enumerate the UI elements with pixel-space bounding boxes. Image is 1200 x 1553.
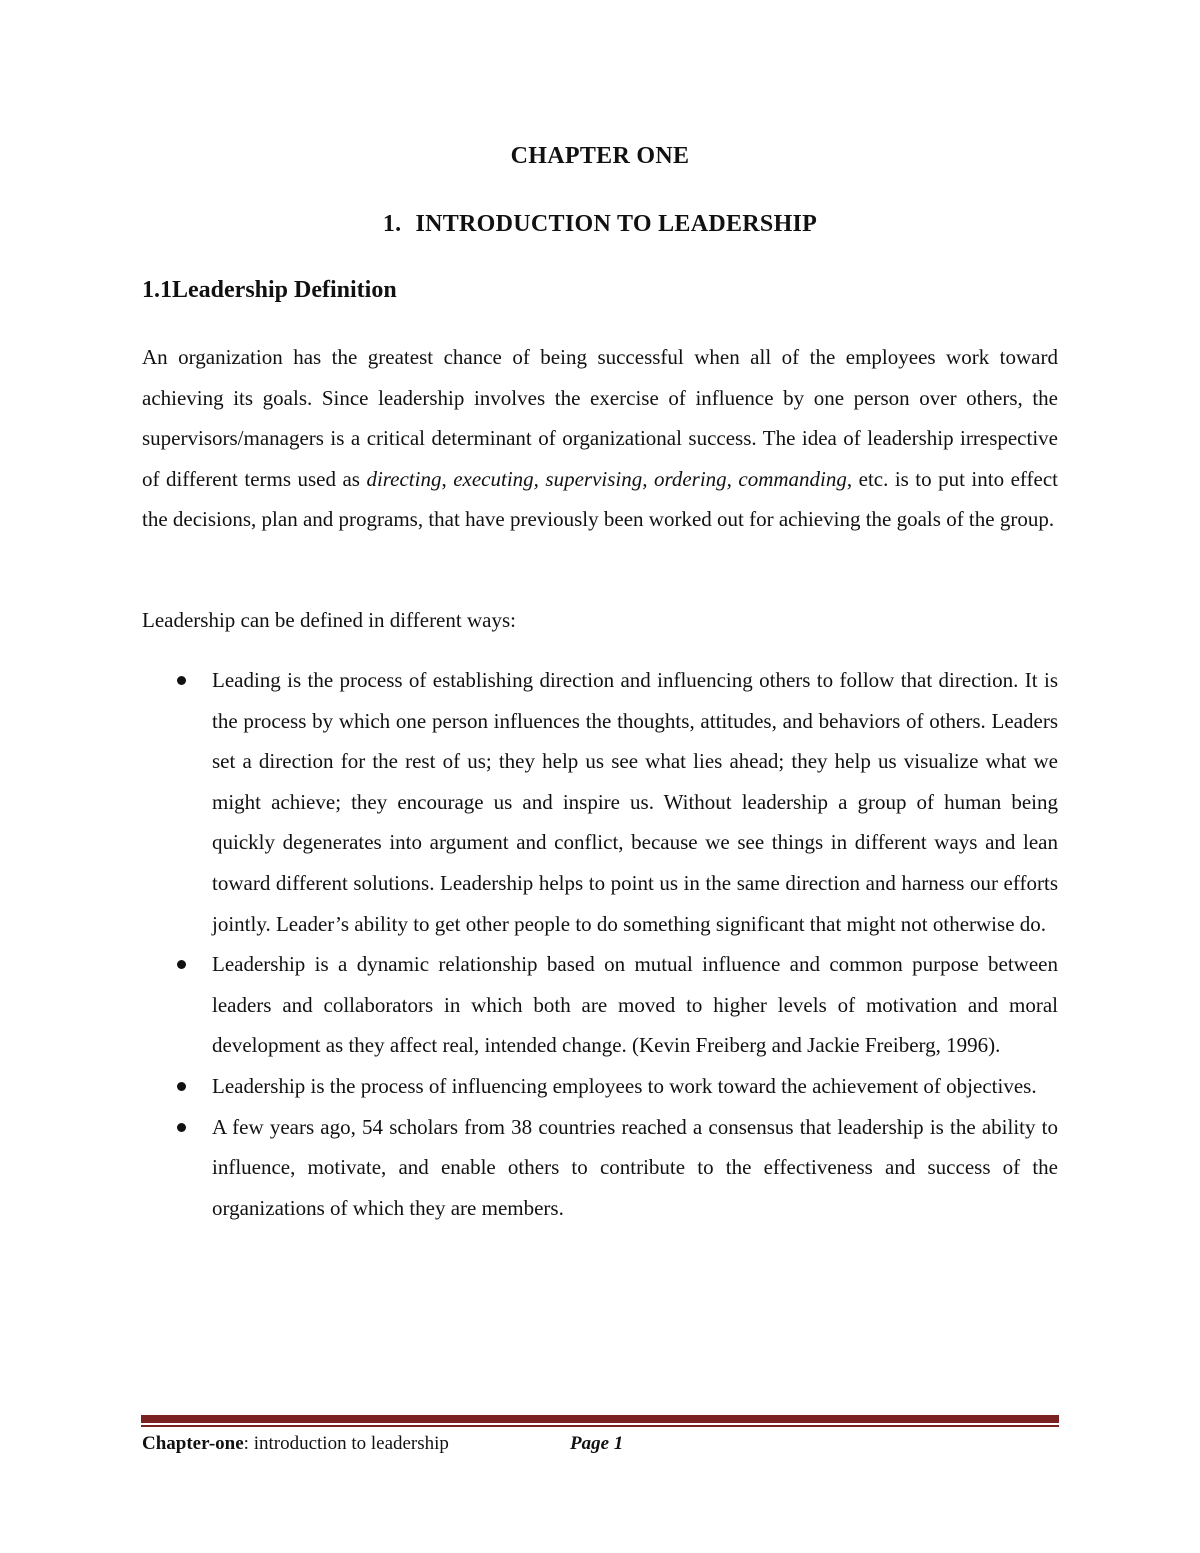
intro-paragraph-part2: , etc. is to put into effect the decisions, plan and programs, that have previously been worked out for achieving the goals of the group. xyxy=(142,466,1058,532)
footer-rule xyxy=(141,1415,1059,1423)
bullet-icon xyxy=(177,960,186,969)
list-item xyxy=(142,660,1058,944)
page-footer xyxy=(142,1433,624,1455)
bullet-icon xyxy=(177,1082,186,1091)
intro-paragraph-sep: , xyxy=(441,466,454,491)
bullet-icon xyxy=(177,1123,186,1132)
section-title-text: INTRODUCTION TO LEADERSHIP xyxy=(415,211,818,237)
footer-rule-thin xyxy=(141,1425,1059,1427)
footer-label: Chapter-one xyxy=(142,1433,244,1454)
footer-text: : introduction to leadership xyxy=(243,1433,449,1454)
list-item xyxy=(142,944,1058,1066)
intro-paragraph-part1: An organization has the greatest chance of being successful when all of the employees work toward achieving its goals. Since leadership involves the exercise of influence by one person over others, the supervisors/managers is a critical determinant of organizational success. The idea of leadership irrespective of different terms used as xyxy=(142,345,1058,491)
section-title xyxy=(0,211,1200,238)
list-item-text: Leading is the process of establishing direction and influencing others to follow that direction. It is the process by which one person influences the thoughts, attitudes, and behaviors of others. Leaders set a direction for the rest of us; they help us see what lies ahead; they help us visualize what we might achieve; they encourage us and inspire us. Without leadership a group of human being quickly degenerates into argument and conflict, because we see things in different ways and lean toward different solutions. Leadership helps to point us in the same direction and harness our efforts jointly. Leader’s ability to get other people to do something significant that might not otherwise do. xyxy=(212,668,1058,936)
definitions-intro: Leadership can be defined in different ways: xyxy=(142,608,516,632)
list-item-text: Leadership is the process of influencing employees to work toward the achievement of objectives. xyxy=(212,1073,1037,1098)
intro-paragraph xyxy=(142,337,1058,540)
intro-paragraph-italic-directing: directing xyxy=(366,466,442,491)
list-item-text: A few years ago, 54 scholars from 38 countries reached a consensus that leadership is the ability to influence, motivate, and enable others to contribute to the effectiveness and success of the organizations of which they are members. xyxy=(212,1114,1058,1220)
chapter-title: CHAPTER ONE xyxy=(510,143,690,169)
section-number: 1. xyxy=(382,211,402,237)
definitions-list xyxy=(142,660,1058,1228)
list-item-text: Leadership is a dynamic relationship based on mutual influence and common purpose between leaders and collaborators in which both are moved to higher levels of motivation and moral development as they affect real, intended change. (Kevin Freiberg and Jackie Freiberg, 1996). xyxy=(212,952,1058,1058)
list-item xyxy=(142,1107,1058,1229)
list-item xyxy=(142,1066,1058,1107)
page-number: Page 1 xyxy=(570,1433,624,1454)
subsection-title: 1.1Leadership Definition xyxy=(142,277,397,303)
intro-paragraph-italic-terms: executing, supervising, ordering, commanding xyxy=(453,466,847,491)
bullet-icon xyxy=(177,676,186,685)
